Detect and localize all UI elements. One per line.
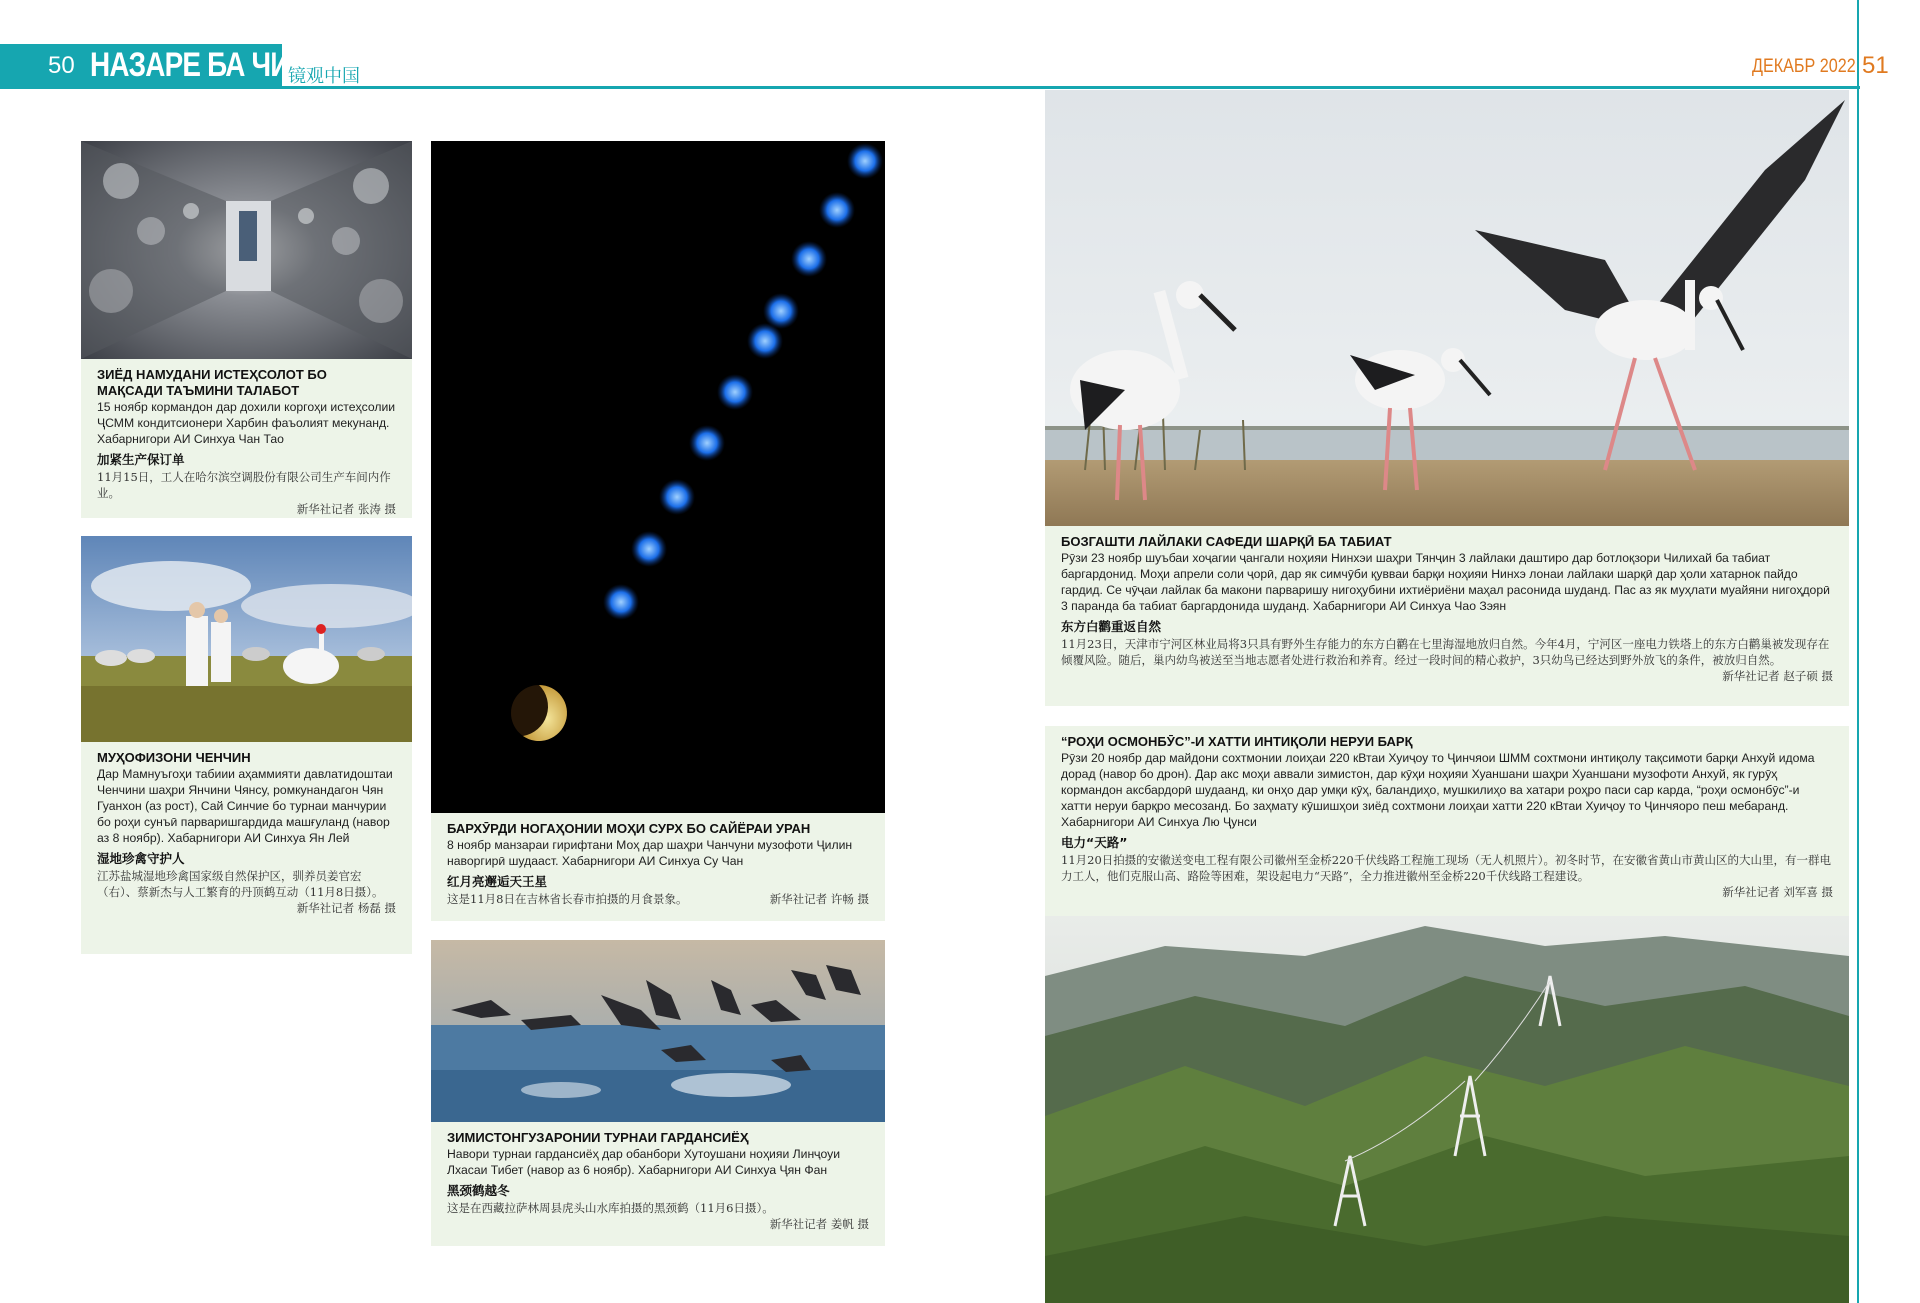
factory-photo <box>81 141 412 359</box>
crane-keepers-caption-credit: 新华社记者 杨磊 摄 <box>296 901 396 915</box>
eclipse-caption-credit: 新华社记者 许畅 摄 <box>769 892 869 906</box>
eclipse-caption-cn-body: 这是11月8日在吉林省长春市拍摄的月食景象。 <box>447 892 688 906</box>
factory-caption-credit: 新华社记者 张涛 摄 <box>296 502 396 516</box>
power-caption-cn-title: 电力“天路” <box>1061 835 1128 850</box>
crane-keepers-caption-cn-title: 湿地珍禽守护人 <box>97 851 185 866</box>
storks-caption-credit: 新华社记者 赵子硕 摄 <box>1722 669 1833 683</box>
factory-caption <box>81 359 412 518</box>
power-lines-photo <box>1045 916 1849 1303</box>
storks-caption-cn-title: 东方白鹳重返自然 <box>1061 619 1162 634</box>
power-caption-cn-body: 11月20日拍摄的安徽送变电工程有限公司徽州至金桥220千伏线路工程施工现场（无人机照片）。初冬时节，在安徽省黄山市黄山区的大山里，有一群电力工人，他们克服山高、路险等困难，架设起电力“天路”，全力推进徽州至金桥220千伏线路工程建设。 <box>1061 853 1831 883</box>
crane-keepers-caption <box>81 742 412 954</box>
factory-caption-body: 15 ноябр кормандон дар дохили коргоҳи истеҳсолии ҶСММ кондитсионери Харбин фаъолият мекунанд. Хабарнигори АИ Синхуа Чан Тао <box>97 400 396 446</box>
black-cranes-caption-body: Навори турнаи гардансиёҳ дар обанбори Хутоушани ноҳияи Линҷоуи Лхасаи Тибет (навор аз 6 ноябр). Хабарнигори АИ Синхуа Ҷян Фан <box>447 1147 841 1177</box>
eclipse-caption-cn-title: 红月亮邂逅天王星 <box>447 874 548 889</box>
factory-caption-title: ЗИЁД НАМУДАНИ ИСТЕҲСОЛОТ БО МАҚСАДИ ТАЪМИНИ ТАЛАБОТ <box>97 367 327 398</box>
storks-caption-title: БОЗГАШТИ ЛАЙЛАКИ САФЕДИ ШАРҚӢ БА ТАБИАТ <box>1061 534 1392 549</box>
header-rule <box>0 86 1860 89</box>
crane-keepers-caption-title: МУҲОФИЗОНИ ЧЕНЧИН <box>97 750 251 765</box>
crane-keepers-photo <box>81 536 412 742</box>
factory-caption-cn-title: 加紧生产保订单 <box>97 452 185 467</box>
crane-keepers-caption-cn-body: 江苏盐城湿地珍禽国家级自然保护区，驯养员姜官宏（右）、蔡新杰与人工繁育的丹顶鹤互动（11月8日摄）。 <box>97 869 384 899</box>
right-page-number: 51 <box>1862 52 1889 79</box>
power-caption-body: Рӯзи 20 ноябр дар майдони сохтмонии лоиҳаи 220 кВтаи Хуиҷоу то Ҷинчяои ШММ сохтмони интиқолу тақсимоти барқи Анхуй идома дорад (навор бо дрон). Дар акс моҳи аввали зимистон, дар кӯҳи ноҳияи Хуаншани шаҳри Хуаншани музофоти Анхуй, як гурӯҳ кормандон аксбардорӣ шудаанд, ки онҳо дар умқи кӯҳ, баландиҳо, мушкилиҳо ва хатари роҳро паси сар карда, “роҳи осмонбӯс”-и хатти неруи барқро месозанд. Бо заҳмату кӯшишҳои зиёд сохтмони лоиҳаи хатти 220 кВтаи Хуиҷоу то Ҷинчяоро пеш мебаранд. Хабарнигори АИ Синхуа Лю Ҷунси <box>1061 751 1815 829</box>
eclipse-caption-body: 8 ноябр манзараи гирифтани Моҳ дар шаҳри Чанчуни музофоти Ҷилин наворгирӣ шудааст. Хабарнигори АИ Синхуа Су Чан <box>447 838 853 868</box>
factory-corridor-image <box>81 141 412 359</box>
section-title: НАЗАРЕ БА ЧИН <box>90 46 309 84</box>
storks-caption-body: Рӯзи 23 ноябр шуъбаи хоҷагии ҷангали ноҳияи Нинхэи шаҳри Тянҷин 3 лайлаки даштиро дар ботлоқзори Чилихай ба табиат баргардонид. Моҳи апрели соли ҷорӣ, дар як симчӯби қувваи барқи ноҳияи Нинхэ лонаи лайлаки шарқӣ дар ҳоли хатарнок пайдо гардид. Се чӯҷаи лайлак ба макони парваришу нигоҳубини ихтиёриёни маҳал расонида шуданд. Пас аз як муҳлати муайяни нигоҳдорӣ 3 паранда ба табиат баргардонида шуданд. Хабарнигори АИ Синхуа Чао Зэян <box>1061 551 1830 613</box>
power-caption <box>1045 726 1849 916</box>
storks-caption <box>1045 526 1849 706</box>
crane-keepers-caption-body: Дар Мамнуъгоҳи табиии аҳаммияти давлатидоштаи Ченчини шаҳри Янчини Чянсу, ромкунандагон Чян Гуанхон (аз рост), Сай Синчие бо турнаи манчурии бо роҳи сунъӣ парваришгардида машғуланд (навор аз 8 ноябр). Хабарнигори АИ Синхуа Ян Лей <box>97 767 393 845</box>
eclipse-caption <box>431 813 885 921</box>
black-cranes-caption-credit: 新华社记者 姜帆 摄 <box>769 1217 869 1231</box>
black-cranes-photo <box>431 940 885 1122</box>
power-lines-image <box>1045 916 1849 1303</box>
eclipse-caption-title: БАРХӮРДИ НОГАҲОНИИ МОҲИ СУРХ БО САЙЁРАИ УРАН <box>447 821 811 836</box>
factory-caption-cn-body: 11月15日，工人在哈尔滨空调股份有限公司生产车间内作业。 <box>97 470 391 500</box>
black-cranes-caption-cn-body: 这是在西藏拉萨林周县虎头山水库拍摄的黑颈鹤（11月6日摄）。 <box>447 1201 774 1215</box>
black-cranes-image <box>431 940 885 1122</box>
eclipse-image <box>431 141 885 813</box>
left-page-number: 50 <box>48 52 75 79</box>
storks-image <box>1045 90 1849 526</box>
storks-photo <box>1045 90 1849 526</box>
issue-month: ДЕКАБР 2022 <box>1752 56 1856 77</box>
black-cranes-caption-title: ЗИМИСТОНГУЗАРОНИИ ТУРНАИ ГАРДАНСИЁҲ <box>447 1130 749 1145</box>
eclipse-photo <box>431 141 885 813</box>
power-caption-title: “РОҲИ ОСМОНБӮС”-И ХАТТИ ИНТИҚОЛИ НЕРУИ БАРҚ <box>1061 734 1413 749</box>
black-cranes-caption <box>431 1122 885 1246</box>
power-caption-credit: 新华社记者 刘军喜 摄 <box>1722 885 1833 899</box>
page-edge-rule <box>1857 0 1859 1303</box>
crane-keepers-image <box>81 536 412 742</box>
storks-caption-cn-body: 11月23日，天津市宁河区林业局将3只具有野外生存能力的东方白鹳在七里海湿地放归自然。今年4月，宁河区一座电力铁塔上的东方白鹳巢被发现存在倾覆风险。随后，巢内幼鸟被送至当地志愿者处进行救治和养育。经过一段时间的精心救护，3只幼鸟已经达到野外放飞的条件，被放归自然。 <box>1061 637 1830 667</box>
section-title-chinese: 镜观中国 <box>288 66 360 87</box>
black-cranes-caption-cn-title: 黑颈鹤越冬 <box>447 1183 510 1198</box>
